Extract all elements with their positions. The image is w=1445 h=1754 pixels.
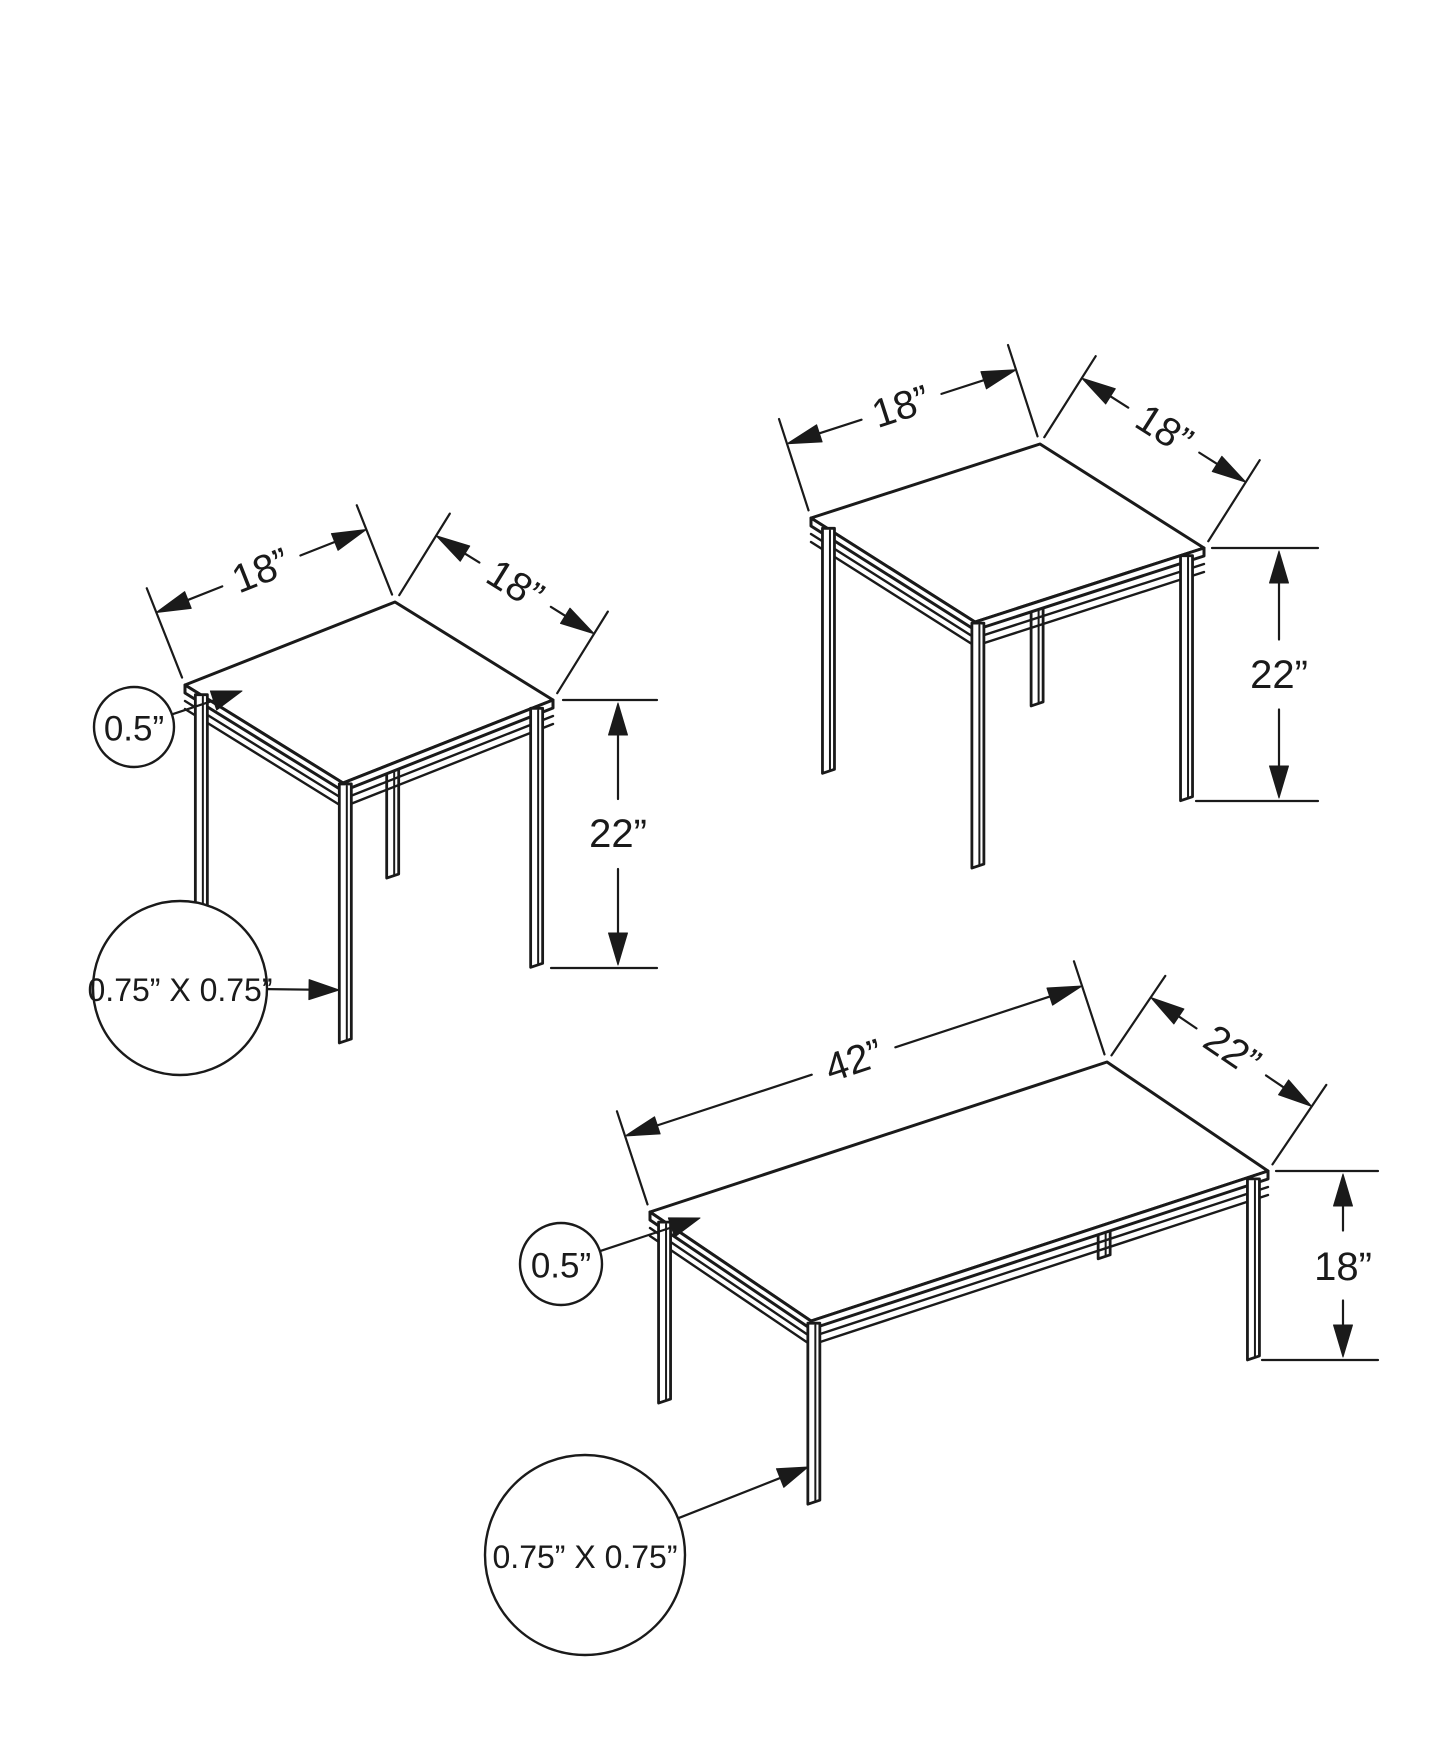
dimension-line bbox=[300, 540, 338, 555]
dimension-line bbox=[654, 1075, 812, 1127]
tabletop-surface bbox=[811, 444, 1204, 622]
end-table-left-top-depth-label: 18” bbox=[478, 551, 552, 619]
dimension-line bbox=[941, 379, 987, 394]
dimension-line bbox=[184, 586, 222, 601]
dimension-arrowhead-icon bbox=[1334, 1325, 1353, 1357]
coffee-table-height-label: 18” bbox=[1314, 1245, 1372, 1289]
dimension-arrowhead-icon bbox=[1334, 1174, 1353, 1206]
dimension-arrowhead-icon bbox=[787, 425, 822, 444]
dimension-arrowhead-icon bbox=[1270, 551, 1289, 583]
dimension-arrowhead-icon bbox=[156, 592, 191, 613]
coffee-table-leg-size-label: 0.75” X 0.75” bbox=[492, 1539, 678, 1575]
end-table-left-leg-size-label: 0.75” X 0.75” bbox=[87, 972, 273, 1008]
table-leg bbox=[808, 1323, 820, 1504]
dimension-line bbox=[895, 995, 1053, 1047]
dimension-arrowhead-icon bbox=[436, 536, 470, 562]
end-table-left-top-thickness-label: 0.5” bbox=[103, 709, 165, 749]
witness-line bbox=[1111, 976, 1165, 1055]
witness-line bbox=[1044, 356, 1095, 437]
dimension-arrowhead-icon bbox=[1151, 997, 1184, 1024]
table-leg bbox=[659, 1222, 671, 1403]
leader-arrowhead-icon bbox=[776, 1467, 808, 1487]
dimension-arrowhead-icon bbox=[560, 608, 594, 634]
table-leg bbox=[531, 708, 543, 967]
table-leg bbox=[972, 623, 984, 868]
dimension-arrowhead-icon bbox=[625, 1117, 660, 1136]
end-table-left-height-label: 22” bbox=[589, 812, 647, 856]
coffee-table-top-width-label: 42” bbox=[819, 1031, 889, 1091]
dimension-arrowhead-icon bbox=[1082, 378, 1116, 404]
dimension-arrowhead-icon bbox=[609, 703, 628, 735]
coffee-table-top-thickness-label: 0.5” bbox=[530, 1246, 592, 1286]
witness-line bbox=[1008, 345, 1038, 436]
dimension-arrowhead-icon bbox=[1270, 766, 1289, 798]
table-leg bbox=[822, 528, 834, 773]
leader-arrowhead-icon bbox=[309, 980, 339, 1000]
witness-line bbox=[357, 505, 392, 594]
end-table-right-drawing bbox=[811, 444, 1204, 868]
dimension-line bbox=[816, 420, 862, 435]
dimension-arrowhead-icon bbox=[1279, 1080, 1312, 1107]
table-leg bbox=[1247, 1179, 1259, 1360]
coffee-table-drawing bbox=[650, 1062, 1268, 1504]
dimension-arrowhead-icon bbox=[981, 370, 1016, 389]
end-table-right-top-depth-label: 18” bbox=[1127, 395, 1201, 465]
end-table-left-top-width-label: 18” bbox=[226, 539, 296, 603]
table-leg bbox=[339, 784, 351, 1043]
witness-line bbox=[1074, 961, 1105, 1054]
witness-line bbox=[399, 514, 450, 596]
end-table-right-top-width-label: 18” bbox=[866, 377, 936, 437]
end-table-right-height-label: 22” bbox=[1250, 653, 1308, 697]
dimension-arrowhead-icon bbox=[331, 529, 366, 550]
table-leg bbox=[1181, 556, 1193, 801]
dimension-arrowhead-icon bbox=[1212, 456, 1246, 482]
dimension-arrowhead-icon bbox=[1047, 986, 1082, 1005]
dimension-arrowhead-icon bbox=[609, 933, 628, 965]
coffee-table-top-depth-label: 22” bbox=[1195, 1016, 1269, 1086]
